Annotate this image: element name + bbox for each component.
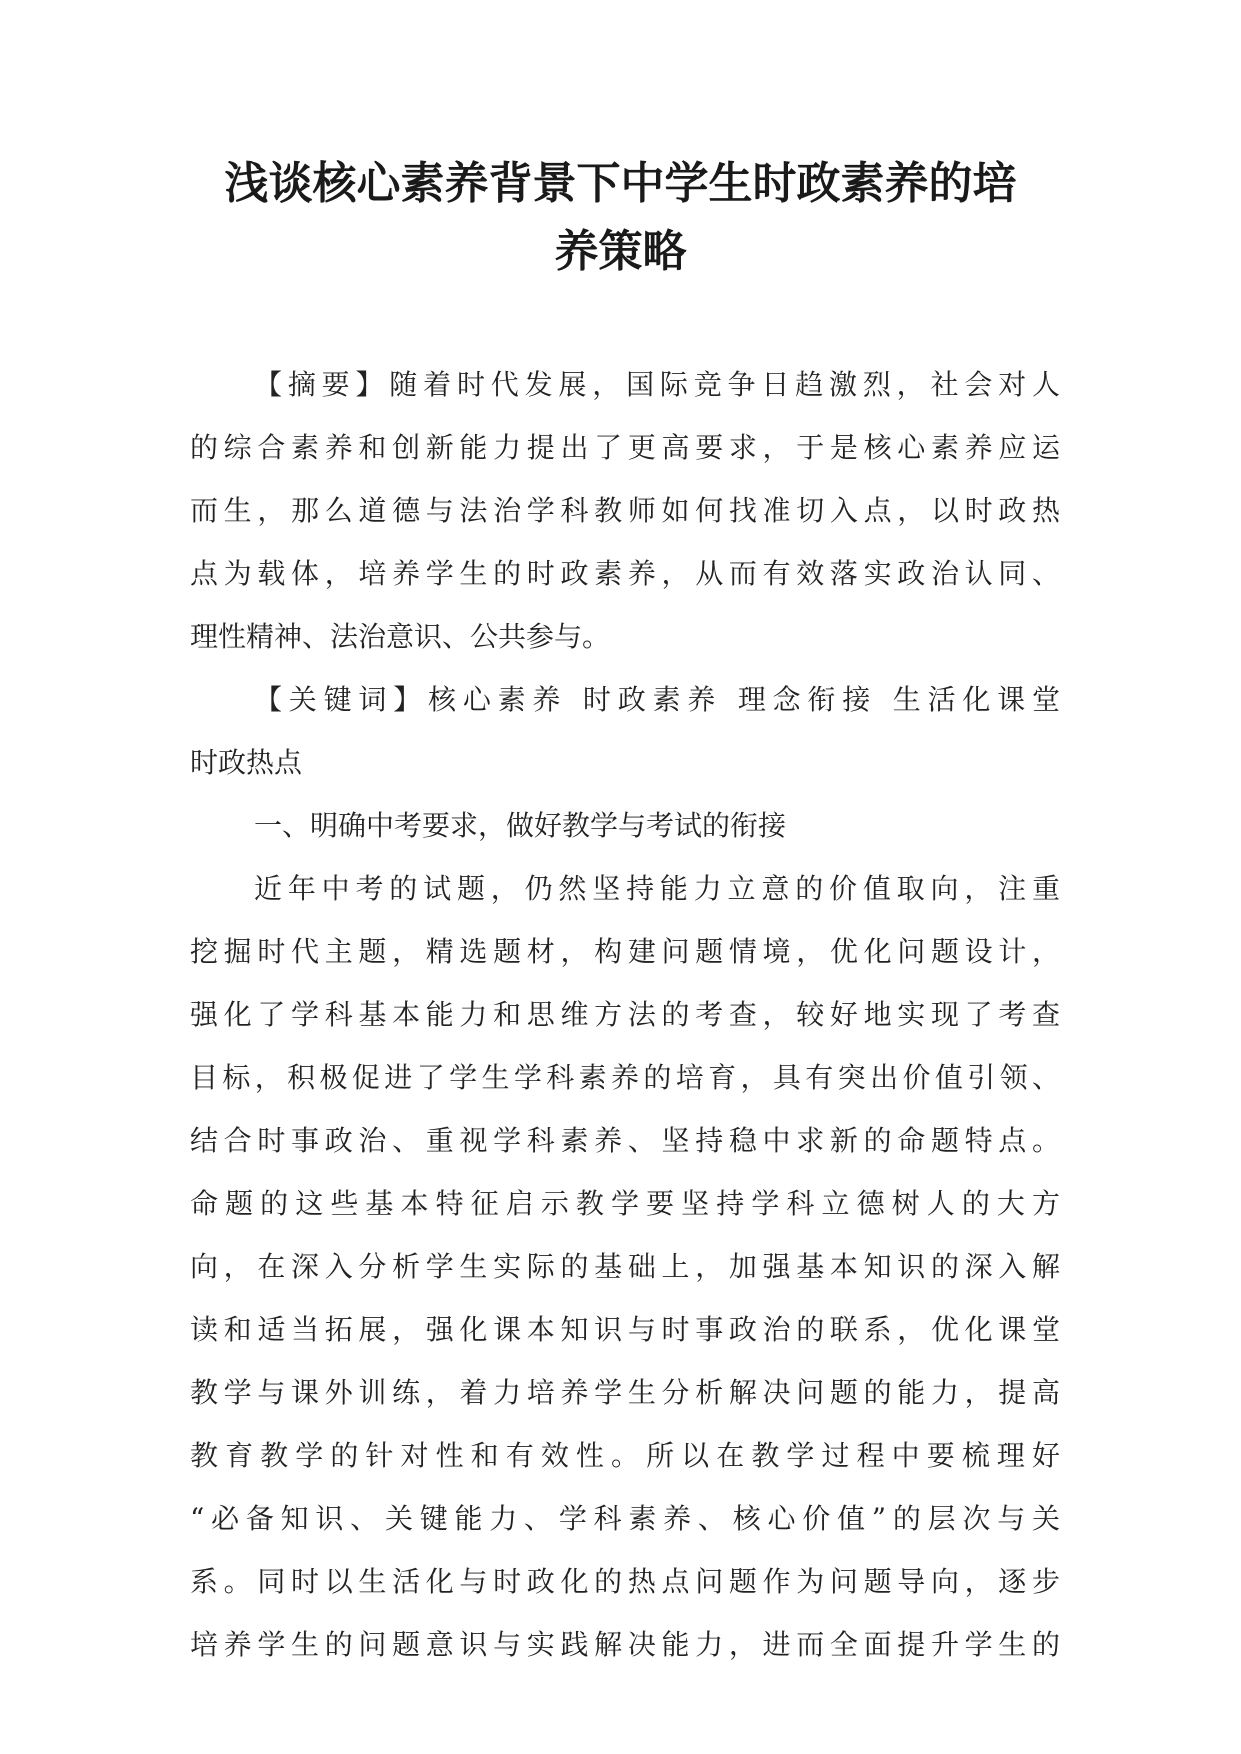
paragraph-line: 系。同时以生活化与时政化的热点问题作为问题导向，逐步 [190, 1565, 1060, 1598]
paragraph-line: 强化了学科基本能力和思维方法的考查，较好地实现了考查 [190, 998, 1060, 1031]
section-paragraph [190, 857, 1060, 1676]
title-line-2: 养策略 [554, 226, 687, 277]
paragraph-line: 挖掘时代主题，精选题材，构建问题情境，优化问题设计， [190, 935, 1060, 968]
document-title [150, 150, 1091, 286]
title-line-1: 浅谈核心素养背景下中学生时政素养的培 [224, 158, 1017, 209]
keywords-paragraph [190, 668, 1060, 794]
paragraph-line: 向，在深入分析学生实际的基础上，加强基本知识的深入解 [190, 1250, 1060, 1283]
abstract-line: 点为载体，培养学生的时政素养，从而有效落实政治认同、 [190, 557, 1060, 590]
paragraph-line: 教学与课外训练，着力培养学生分析解决问题的能力，提高 [190, 1376, 1060, 1409]
abstract-paragraph [190, 353, 1060, 668]
paragraph-line: 读和适当拓展，强化课本知识与时事政治的联系，优化课堂 [190, 1313, 1060, 1346]
paragraph-line: 近年中考的试题，仍然坚持能力立意的价值取向，注重 [254, 872, 1060, 905]
abstract-line: 【摘要】随着时代发展，国际竞争日趋激烈，社会对人 [254, 368, 1060, 401]
abstract-line: 的综合素养和创新能力提出了更高要求，于是核心素养应运 [190, 431, 1060, 464]
section-heading: 一、明确中考要求，做好教学与考试的衔接 [254, 809, 787, 842]
keywords-line: 时政热点 [190, 746, 303, 779]
paragraph-line: 目标，积极促进了学生学科素养的培育，具有突出价值引领、 [190, 1061, 1060, 1094]
abstract-line: 理性精神、法治意识、公共参与。 [190, 620, 611, 653]
paragraph-line: 培养学生的问题意识与实践解决能力，进而全面提升学生的 [190, 1628, 1060, 1661]
paragraph-line: 命题的这些基本特征启示教学要坚持学科立德树人的大方 [190, 1187, 1060, 1220]
document-body [190, 353, 1060, 1676]
keywords-line: 【关键词】核心素养 时政素养 理念衔接 生活化课堂 [254, 683, 1060, 716]
paragraph-line: 教育教学的针对性和有效性。所以在教学过程中要梳理好 [190, 1439, 1060, 1472]
paragraph-line: “必备知识、关键能力、学科素养、核心价值”的层次与关 [190, 1502, 1060, 1535]
paragraph-line: 结合时事政治、重视学科素养、坚持稳中求新的命题特点。 [190, 1124, 1060, 1157]
abstract-line: 而生，那么道德与法治学科教师如何找准切入点，以时政热 [190, 494, 1060, 527]
